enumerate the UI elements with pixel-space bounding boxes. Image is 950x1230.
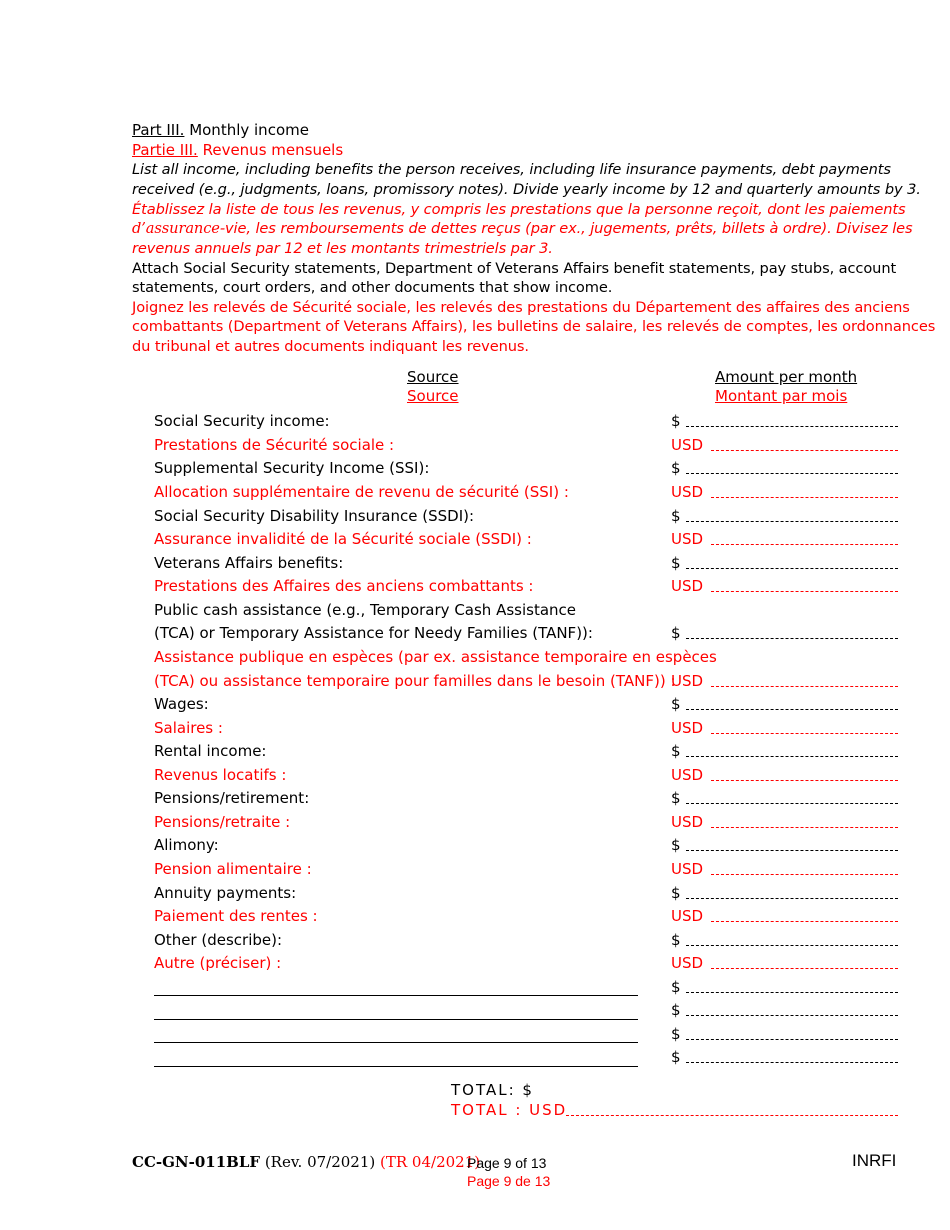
- amount-field-pension-fr[interactable]: [671, 811, 898, 833]
- row-ssdi-en: Social Security Disability Insurance (SSDI):: [154, 507, 475, 525]
- fill-line: [711, 827, 898, 828]
- fill-line: [711, 921, 898, 922]
- form-tr: (TR 04/2021): [375, 1153, 481, 1171]
- other-describe-line-3[interactable]: [154, 1042, 638, 1043]
- fill-line: [711, 450, 898, 451]
- total-label-en: TOTAL: $: [451, 1081, 534, 1099]
- row-other-en: Other (describe):: [154, 931, 283, 949]
- amount-field-other-4[interactable]: [671, 1046, 898, 1068]
- fill-line: [686, 945, 898, 946]
- fill-line: [711, 968, 898, 969]
- fill-line: [686, 568, 898, 569]
- row-ssi-fr: Allocation supplémentaire de revenu de sécurité (SSI) :: [154, 483, 569, 501]
- currency-symbol: $: [671, 412, 681, 430]
- fill-line: [686, 992, 898, 993]
- attach-fr-line1: Joignez les relevés de Sécurité sociale, les relevés des prestations du Département des affaires des anciens: [132, 299, 910, 316]
- currency-symbol: USD: [671, 907, 704, 925]
- row-pension-en: Pensions/retirement:: [154, 789, 310, 807]
- row-ssdi-fr: Assurance invalidité de la Sécurité sociale (SSDI) :: [154, 530, 532, 548]
- amount-field-other-1[interactable]: [671, 976, 898, 998]
- instructions-fr-line2: [132, 219, 913, 238]
- fill-line: [711, 733, 898, 734]
- fill-line: [686, 803, 898, 804]
- footer-form-id: [132, 1153, 480, 1171]
- row-ss-en: Social Security income:: [154, 412, 330, 430]
- currency-symbol: USD: [671, 436, 704, 454]
- currency-symbol: USD: [671, 672, 704, 690]
- currency-symbol: $: [671, 742, 681, 760]
- fill-line: [686, 850, 898, 851]
- other-describe-line-4[interactable]: [154, 1066, 638, 1067]
- currency-symbol: $: [671, 1048, 681, 1066]
- currency-symbol: $: [671, 459, 681, 477]
- part-title-text-fr: Revenus mensuels: [197, 141, 344, 159]
- attach-fr-line2: combattants (Department of Veterans Affairs), les bulletins de salaire, les relevés de comptes, les ordonnances: [132, 318, 936, 335]
- other-describe-line-2[interactable]: [154, 1019, 638, 1020]
- total-label-fr: TOTAL : USD: [451, 1101, 568, 1119]
- fill-line: [686, 709, 898, 710]
- amount-field-alimony-en[interactable]: [671, 834, 898, 856]
- row-ss-fr: Prestations de Sécurité sociale :: [154, 436, 395, 454]
- row-rental-fr: Revenus locatifs :: [154, 766, 287, 784]
- fill-line: [711, 780, 898, 781]
- currency-symbol: $: [671, 1025, 681, 1043]
- row-annuity-en: Annuity payments:: [154, 884, 297, 902]
- amount-field-ssdi-en[interactable]: [671, 505, 898, 527]
- form-rev: (Rev. 07/2021): [260, 1153, 376, 1171]
- amount-field-va-en[interactable]: [671, 552, 898, 574]
- row-other-fr: Autre (préciser) :: [154, 954, 282, 972]
- currency-symbol: $: [671, 931, 681, 949]
- amount-field-va-fr[interactable]: [671, 575, 898, 597]
- col-source-fr: Source: [407, 387, 459, 405]
- currency-symbol: $: [671, 1001, 681, 1019]
- row-rental-en: Rental income:: [154, 742, 267, 760]
- amount-field-alimony-fr[interactable]: [671, 858, 898, 880]
- amount-field-other-2[interactable]: [671, 999, 898, 1021]
- amount-field-other-3[interactable]: [671, 1023, 898, 1045]
- part-label-fr: Partie III.: [132, 141, 198, 159]
- currency-symbol: USD: [671, 860, 704, 878]
- fill-line: [686, 898, 898, 899]
- row-va-fr: Prestations des Affaires des anciens combattants :: [154, 577, 534, 595]
- fill-line: [686, 756, 898, 757]
- amount-field-ss-en[interactable]: [671, 410, 898, 432]
- row-wages-fr: Salaires :: [154, 719, 223, 737]
- fill-line: [566, 1115, 898, 1116]
- amount-field-pca-fr[interactable]: [671, 670, 898, 692]
- fill-line: [686, 521, 898, 522]
- currency-symbol: $: [671, 884, 681, 902]
- row-pension-fr: Pensions/retraite :: [154, 813, 291, 831]
- fill-line: [711, 544, 898, 545]
- row-va-en: Veterans Affairs benefits:: [154, 554, 344, 572]
- attach-en-line1: Attach Social Security statements, Department of Veterans Affairs benefit statements, pay stubs, account: [132, 260, 897, 277]
- instructions-fr-line1: Établissez la liste de tous les revenus, y compris les prestations que la personne reçoit, dont les paiements: [132, 201, 906, 218]
- fill-line: [711, 591, 898, 592]
- amount-field-other-fr[interactable]: [671, 952, 898, 974]
- amount-field-rental-fr[interactable]: [671, 764, 898, 786]
- attach-fr-line3: du tribunal et autres documents indiquant les revenus.: [132, 338, 529, 355]
- amount-field-other-en[interactable]: [671, 929, 898, 951]
- amount-field-rental-en[interactable]: [671, 740, 898, 762]
- row-pca-fr-2: (TCA) ou assistance temporaire pour familles dans le besoin (TANF)) :: [154, 672, 676, 690]
- fill-line: [686, 1039, 898, 1040]
- currency-symbol: USD: [671, 766, 704, 784]
- row-pca-fr-1: Assistance publique en espèces (par ex. assistance temporaire en espèces: [154, 648, 717, 666]
- currency-symbol: $: [671, 507, 681, 525]
- footer-code: INRFI: [852, 1151, 897, 1170]
- page-number-en: Page 9 of 13: [467, 1155, 547, 1171]
- amount-field-ssi-fr[interactable]: [671, 481, 898, 503]
- amount-field-wages-en[interactable]: [671, 693, 898, 715]
- page-number-fr: Page 9 de 13: [467, 1173, 551, 1189]
- currency-symbol: $: [671, 624, 681, 642]
- currency-symbol: USD: [671, 577, 704, 595]
- part-title-text-en: Monthly income: [184, 121, 309, 139]
- total-field-fr[interactable]: [451, 1099, 898, 1121]
- col-amount-en: Amount per month: [715, 368, 858, 386]
- currency-symbol: $: [671, 978, 681, 996]
- currency-symbol: USD: [671, 530, 704, 548]
- currency-symbol: USD: [671, 719, 704, 737]
- amount-field-ssdi-fr[interactable]: [671, 528, 898, 550]
- amount-field-ssi-en[interactable]: [671, 457, 898, 479]
- currency-symbol: USD: [671, 813, 704, 831]
- fill-line: [711, 497, 898, 498]
- amount-field-wages-fr[interactable]: [671, 717, 898, 739]
- currency-symbol: $: [671, 836, 681, 854]
- amount-field-pca-en[interactable]: [671, 622, 898, 644]
- currency-symbol: USD: [671, 483, 704, 501]
- currency-symbol: $: [671, 695, 681, 713]
- row-alimony-en: Alimony:: [154, 836, 219, 854]
- row-wages-en: Wages:: [154, 695, 209, 713]
- part-title-fr: [132, 141, 343, 160]
- fill-line: [686, 638, 898, 639]
- fill-line: [711, 874, 898, 875]
- attach-en-line2: statements, court orders, and other documents that show income.: [132, 279, 613, 296]
- col-source-en: Source: [407, 368, 459, 386]
- instructions-fr-line2b: -vie, les remboursements de dettes reçus (par ex., jugements, prêts, billets à ordre). Divisez les: [219, 220, 913, 237]
- row-pca-en-1: Public cash assistance (e.g., Temporary Cash Assistance: [154, 601, 576, 619]
- instructions-en-line1: List all income, including benefits the person receives, including life insurance payments, debt payments: [132, 161, 891, 178]
- row-annuity-fr: Paiement des rentes :: [154, 907, 318, 925]
- form-id: CC-GN-011BLF: [132, 1153, 261, 1171]
- other-describe-line-1[interactable]: [154, 995, 638, 996]
- currency-symbol: $: [671, 554, 681, 572]
- row-ssi-en: Supplemental Security Income (SSI):: [154, 459, 430, 477]
- amount-field-annuity-fr[interactable]: [671, 905, 898, 927]
- currency-symbol: $: [671, 789, 681, 807]
- row-alimony-fr: Pension alimentaire :: [154, 860, 312, 878]
- row-pca-en-2: (TCA) or Temporary Assistance for Needy Families (TANF)):: [154, 624, 593, 642]
- fill-line: [711, 686, 898, 687]
- part-title-en: [132, 121, 309, 140]
- fill-line: [686, 473, 898, 474]
- amount-field-annuity-en[interactable]: [671, 882, 898, 904]
- currency-symbol: USD: [671, 954, 704, 972]
- instructions-fr-line2a: d’assurance: [132, 220, 220, 237]
- fill-line: [686, 1062, 898, 1063]
- fill-line: [686, 1015, 898, 1016]
- amount-field-ss-fr[interactable]: [671, 434, 898, 456]
- instructions-en-line2: received (e.g., judgments, loans, promissory notes). Divide yearly income by 12 and quarterly amounts by 3.: [132, 181, 921, 198]
- fill-line: [686, 426, 898, 427]
- instructions-fr-line3: revenus annuels par 12 et les montants trimestriels par 3.: [132, 240, 553, 257]
- part-label-en: Part III.: [132, 121, 185, 139]
- amount-field-pension-en[interactable]: [671, 787, 898, 809]
- col-amount-fr: Montant par mois: [715, 387, 848, 405]
